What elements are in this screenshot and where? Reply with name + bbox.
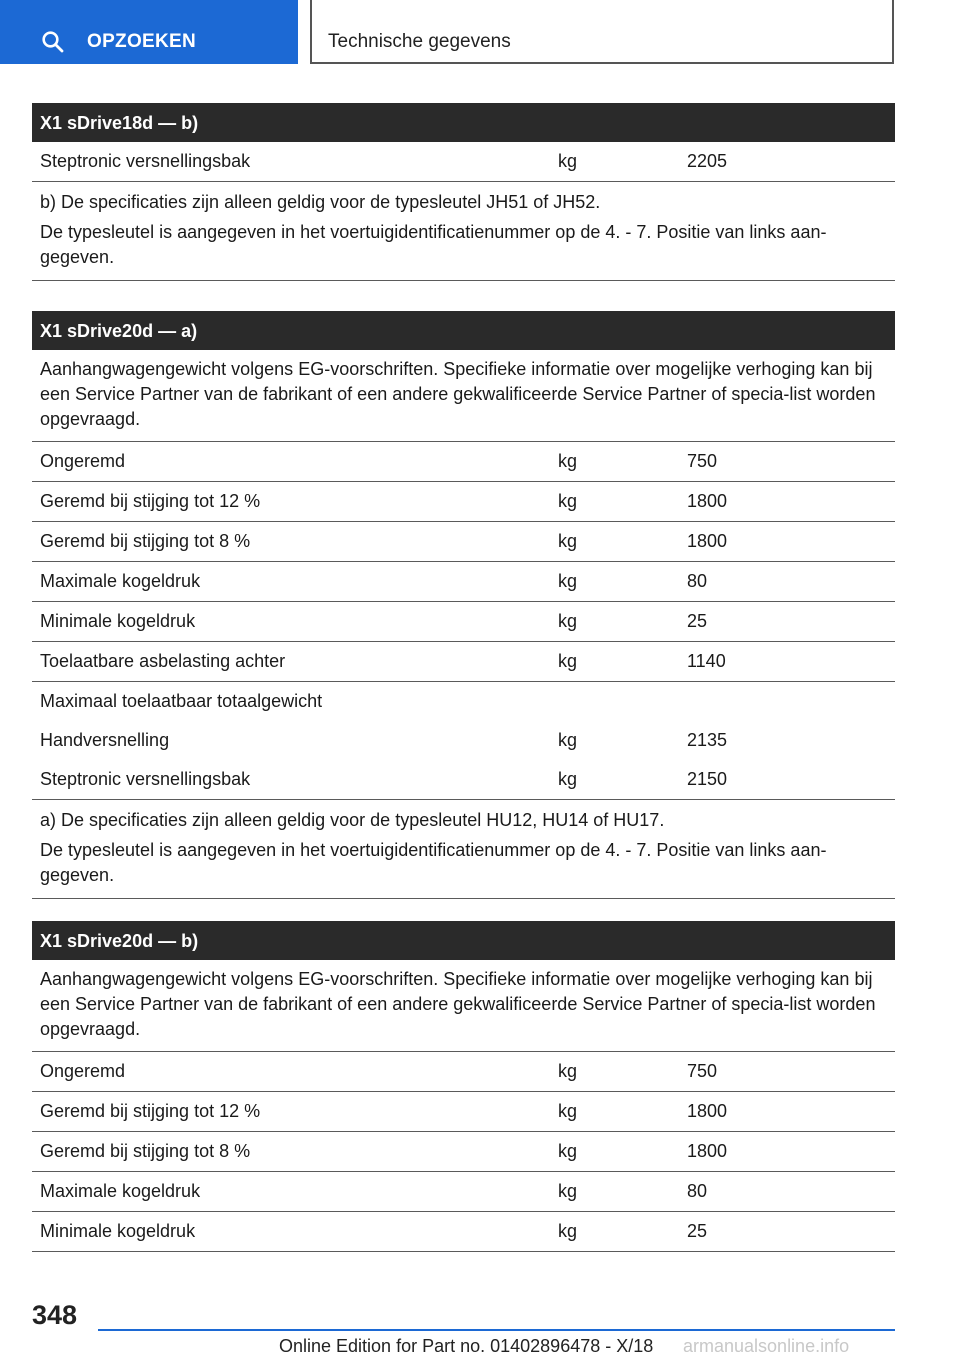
search-button[interactable]: [0, 0, 298, 64]
row-value: 2150: [687, 769, 728, 789]
edition-text: Online Edition for Part no. 01402896478 - X/18: [279, 1336, 654, 1356]
row-unit: kg: [558, 1061, 578, 1081]
row-unit: kg: [558, 571, 578, 591]
table-row: [32, 721, 895, 760]
section-sdrive20d-b: [32, 921, 895, 1252]
row-unit: kg: [558, 531, 578, 551]
row-unit: kg: [558, 1221, 578, 1241]
footnotes: [32, 800, 895, 899]
table-row-heading: [32, 682, 895, 721]
row-label: Geremd bij stijging tot 8 %: [40, 531, 251, 551]
row-label: Handversnelling: [40, 730, 170, 750]
row-value: 750: [687, 451, 718, 471]
row-value: 25: [687, 1221, 708, 1241]
row-label: Ongeremd: [40, 1061, 126, 1081]
section-title: X1 sDrive20d — b): [32, 921, 895, 960]
row-unit: kg: [558, 451, 578, 471]
row-unit: kg: [558, 1101, 578, 1121]
row-label: Maximale kogeldruk: [40, 571, 201, 591]
row-label: Maximaal toelaatbaar totaalgewicht: [40, 691, 323, 711]
footnotes: [32, 182, 895, 281]
row-value: 1140: [687, 651, 726, 671]
row-unit: kg: [558, 769, 578, 789]
table-row: [32, 1212, 895, 1252]
table-row: [32, 522, 895, 562]
row-value: 80: [687, 571, 708, 591]
row-value: 1800: [687, 531, 728, 551]
table-row: [32, 562, 895, 602]
section-sdrive18d-b: [32, 103, 895, 281]
row-unit: kg: [558, 151, 578, 171]
row-unit: kg: [558, 491, 578, 511]
footnote: b) De specificaties zijn alleen geldig voor de typesleutel JH51 of JH52.: [40, 192, 601, 212]
table-row: [32, 642, 895, 682]
row-unit: kg: [558, 730, 578, 750]
row-unit: kg: [558, 1181, 578, 1201]
row-value: 2205: [687, 151, 728, 171]
search-button-label: OPZOEKEN: [87, 31, 197, 52]
row-label: Maximale kogeldruk: [40, 1181, 201, 1201]
breadcrumb: [310, 0, 894, 64]
row-value: 1800: [687, 1101, 728, 1121]
row-unit: kg: [558, 651, 578, 671]
row-value: 1800: [687, 491, 728, 511]
row-label: Geremd bij stijging tot 12 %: [40, 1101, 261, 1121]
intro-text: Aanhangwagengewicht volgens EG-voorschriften. Specifieke informatie over mogelijke verhoging kan bij een Service Partner van de fabrikant of een andere gekwalificeerde Service Partner of specia-list worden opgevraagd.: [32, 960, 895, 1052]
section-sdrive20d-a: [32, 311, 895, 899]
table-row: [32, 442, 895, 482]
table-row: [32, 1172, 895, 1212]
row-value: 25: [687, 611, 708, 631]
row-label: Steptronic versnellingsbak: [40, 151, 251, 171]
row-label: Geremd bij stijging tot 12 %: [40, 491, 261, 511]
row-value: 750: [687, 1061, 718, 1081]
row-label: Geremd bij stijging tot 8 %: [40, 1141, 251, 1161]
footnote: De typesleutel is aangegeven in het voertuigidentificatienummer op de 4. - 7. Positie van links aan-gegeven.: [40, 222, 827, 267]
table-row: [32, 142, 895, 182]
table-row: [32, 482, 895, 522]
row-unit: kg: [558, 1141, 578, 1161]
footnote: a) De specificaties zijn alleen geldig voor de typesleutel HU12, HU14 of HU17.: [40, 810, 665, 830]
row-unit: kg: [558, 611, 578, 631]
row-value: 80: [687, 1181, 708, 1201]
row-label: Toelaatbare asbelasting achter: [40, 651, 286, 671]
table-row: [32, 760, 895, 800]
footer-divider: [98, 1329, 895, 1331]
section-title: X1 sDrive18d — b): [32, 103, 895, 142]
row-value: 2135: [687, 730, 728, 750]
table-row: [32, 1052, 895, 1092]
table-row: [32, 602, 895, 642]
page-title: Technische gegevens: [328, 31, 511, 52]
row-label: Ongeremd: [40, 451, 126, 471]
footnote: De typesleutel is aangegeven in het voertuigidentificatienummer op de 4. - 7. Positie van links aan-gegeven.: [40, 840, 827, 885]
row-label: Minimale kogeldruk: [40, 611, 196, 631]
row-value: 1800: [687, 1141, 728, 1161]
watermark: armanualsonline.info: [683, 1336, 850, 1356]
row-label: Steptronic versnellingsbak: [40, 769, 251, 789]
table-row: [32, 1132, 895, 1172]
page-number: 348: [32, 1300, 78, 1330]
section-title: X1 sDrive20d — a): [32, 311, 895, 350]
row-label: Minimale kogeldruk: [40, 1221, 196, 1241]
search-icon: [41, 30, 65, 54]
intro-text: Aanhangwagengewicht volgens EG-voorschriften. Specifieke informatie over mogelijke verhoging kan bij een Service Partner van de fabrikant of een andere gekwalificeerde Service Partner of specia-list worden opgevraagd.: [32, 350, 895, 442]
table-row: [32, 1092, 895, 1132]
